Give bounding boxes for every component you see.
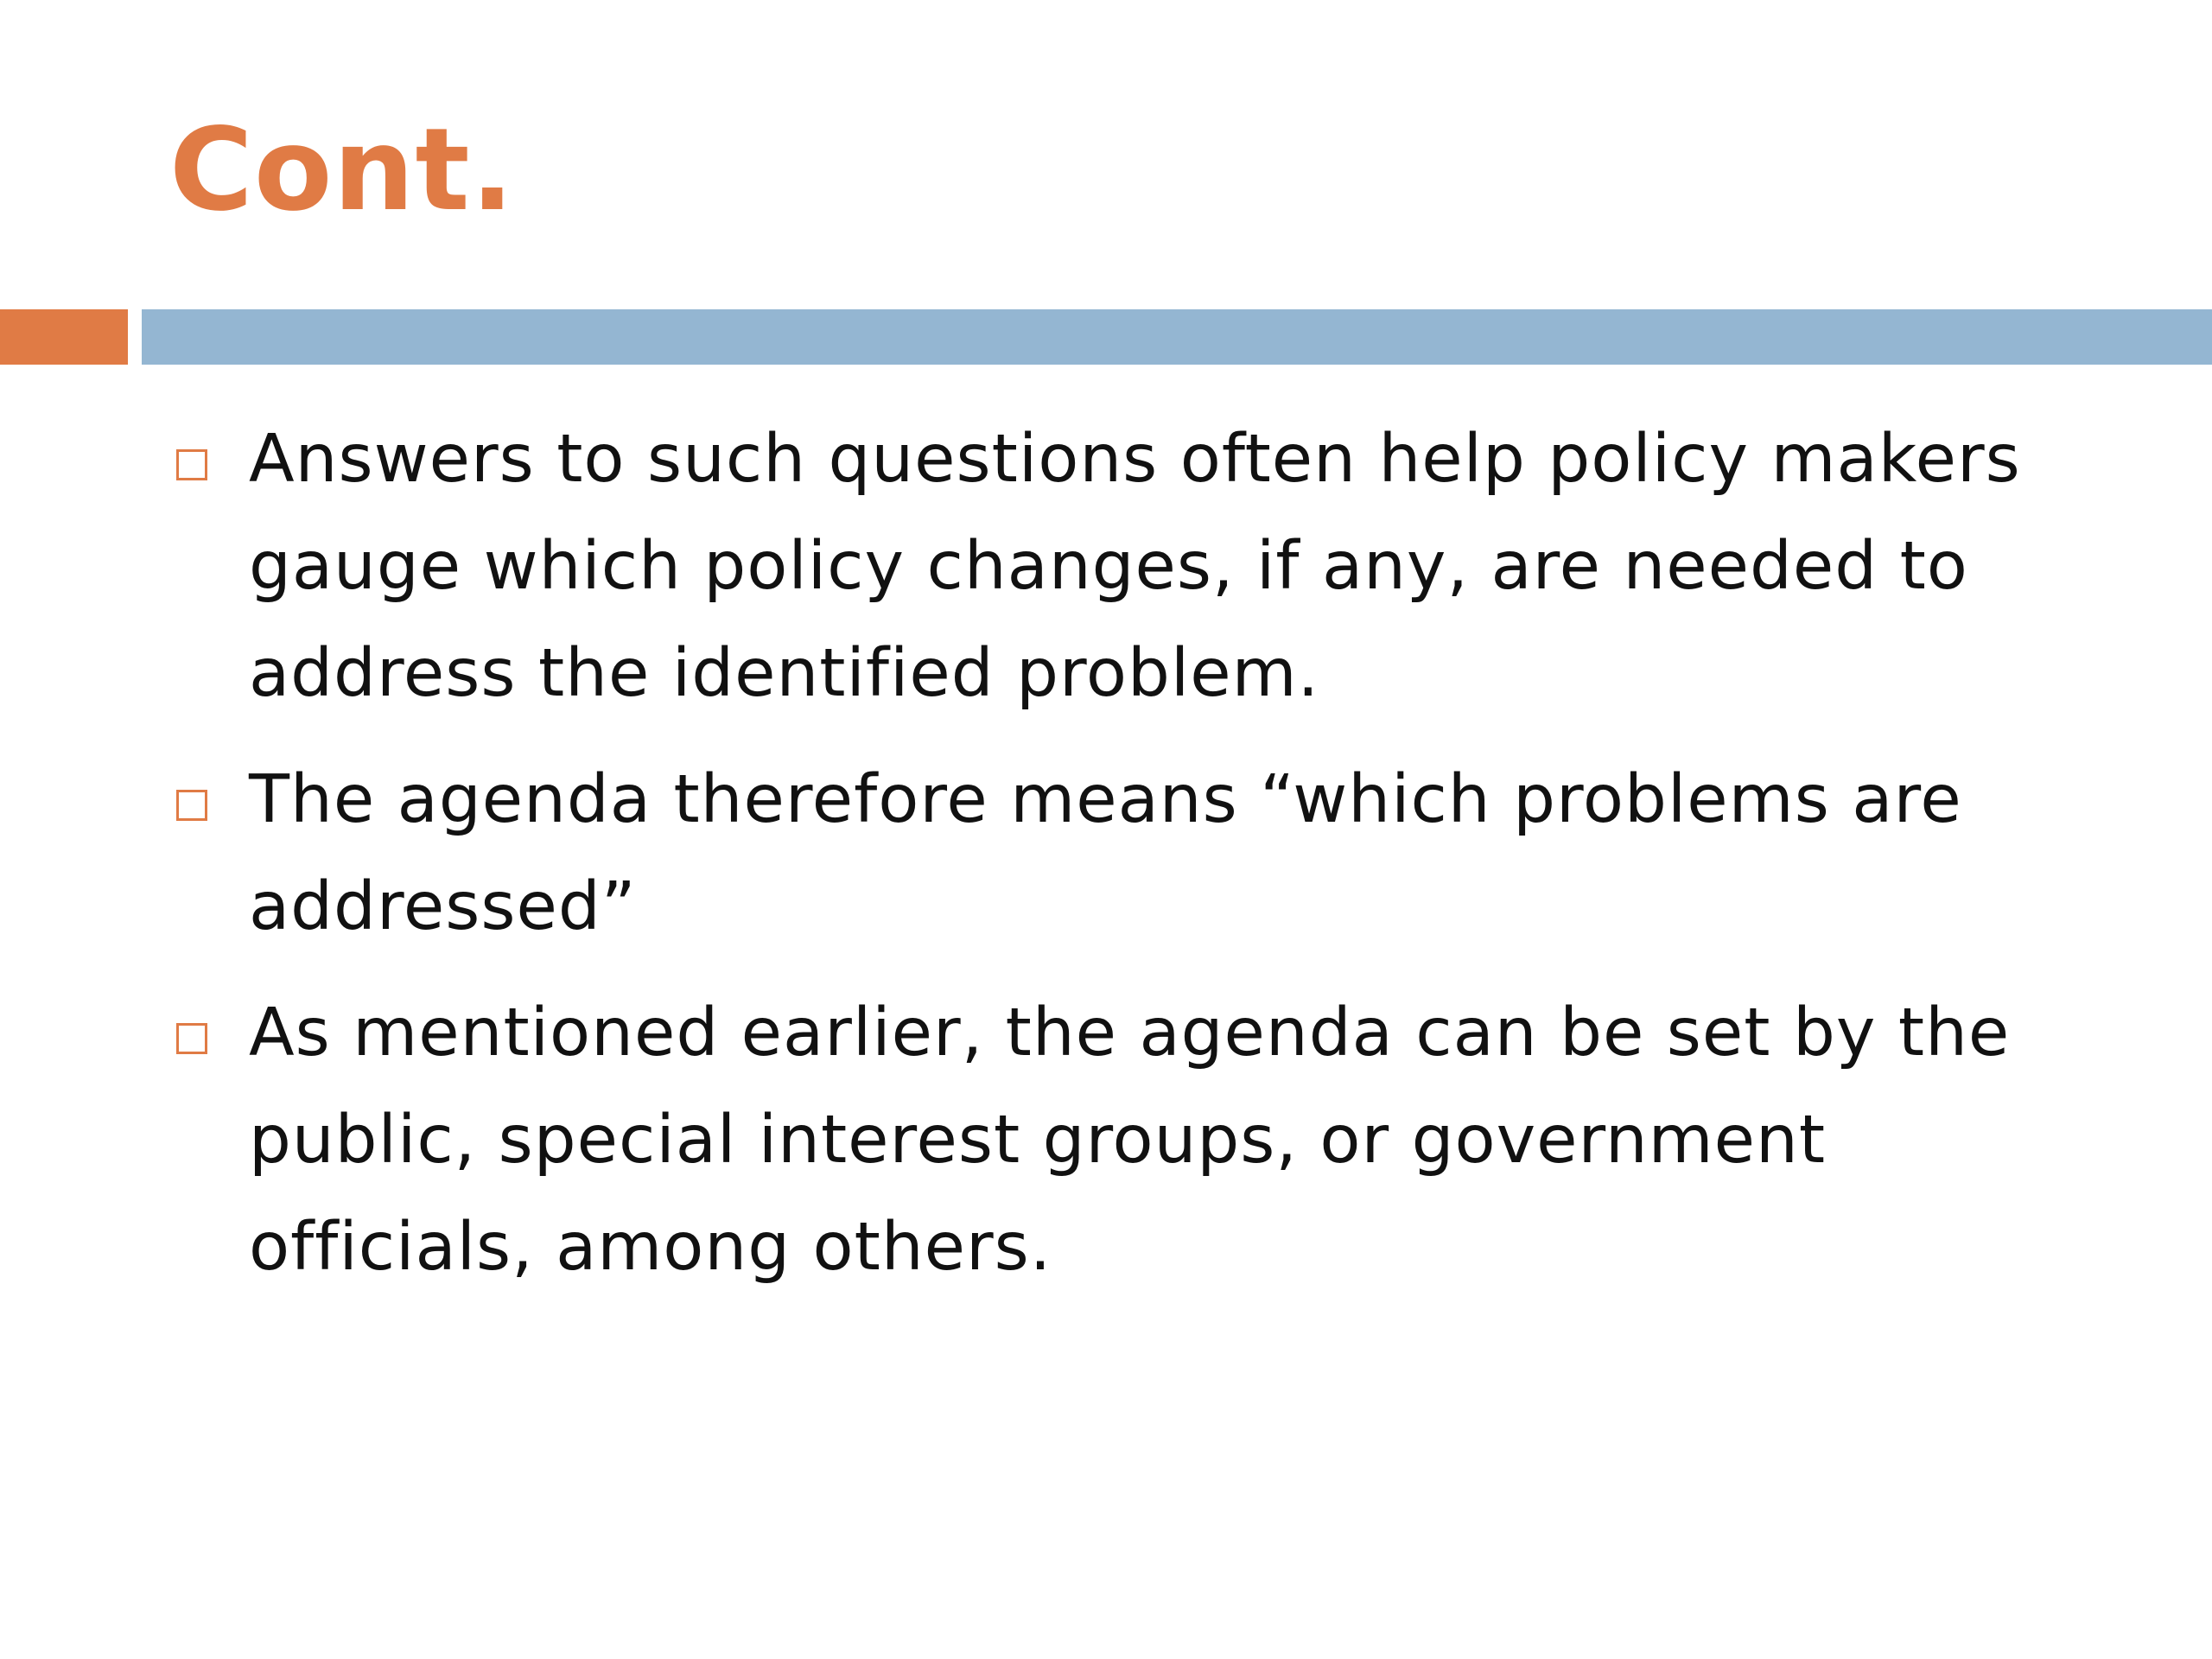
bullet-text: The agenda therefore means “which problems are addressed”	[249, 761, 1962, 945]
title-accent-bar	[0, 309, 128, 365]
bullet-item	[173, 406, 2126, 728]
bullet-text: Answers to such questions often help policy makers gauge which policy changes, if any, are needed to address the identified problem.	[249, 421, 2021, 712]
bullet-item	[173, 747, 2126, 961]
bullet-item	[173, 980, 2126, 1301]
square-bullet-icon	[176, 790, 207, 821]
slide-title: Cont.	[169, 104, 515, 237]
square-bullet-icon	[176, 449, 207, 480]
square-bullet-icon	[176, 1023, 207, 1054]
title-rule-bar	[142, 309, 2212, 365]
bullet-list	[173, 406, 2126, 1320]
bullet-text: As mentioned earlier, the agenda can be set by the public, special interest groups, or government officials, among others.	[249, 995, 2011, 1286]
